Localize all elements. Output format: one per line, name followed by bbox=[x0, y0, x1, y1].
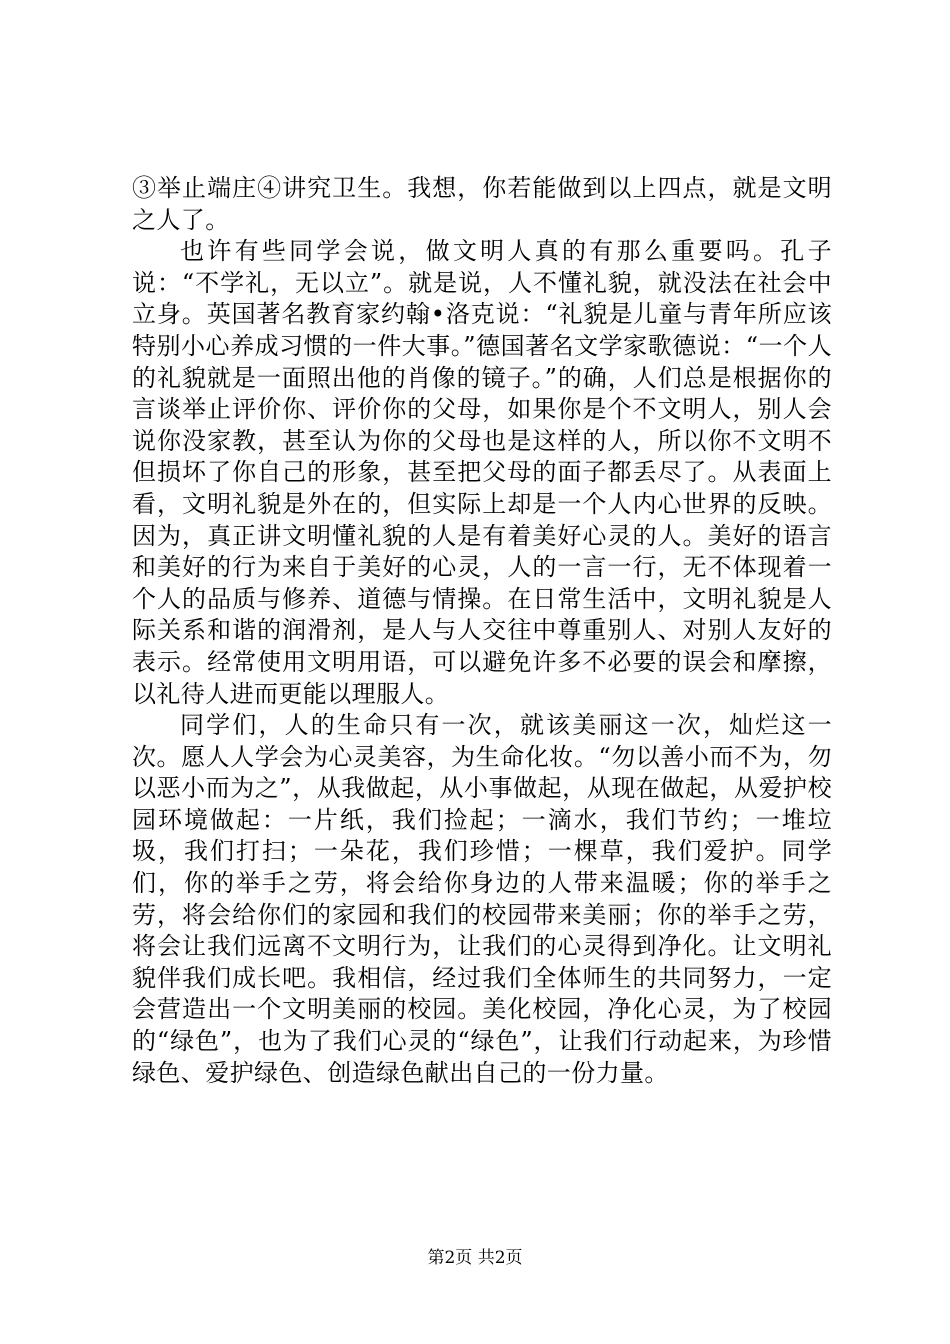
paragraph-continuation: ③举止端庄④讲究卫生。我想，你若能做到以上四点，就是文明之人了。 bbox=[132, 174, 832, 234]
page-number-footer: 第2页 共2页 bbox=[427, 1248, 523, 1268]
document-body bbox=[132, 173, 832, 1089]
paragraph-call-to-action: 同学们，人的生命只有一次，就该美丽这一次，灿烂这一次。愿人人学会为心灵美容，为生命化妆。“勿以善小而不为，勿以恶小而为之”，从我做起，从小事做起，从现在做起，从爱护校园环境做起：一片纸，我们捡起；一滴水，我们节约；一堆垃圾，我们打扫；一朵花，我们珍惜；一棵草，我们爱护。同学们，你的举手之劳，将会给你身边的人带来温暖；你的举手之劳，将会给你们的家园和我们的校园带来美丽；你的举手之劳，将会让我们远离不文明行为，让我们的心灵得到净化。让文明礼貌伴我们成长吧。我相信，经过我们全体师生的共同努力，一定会营造出一个文明美丽的校园。美化校园，净化心灵，为了校园的“绿色”，也为了我们心灵的“绿色”，让我们行动起来，为珍惜绿色、爱护绿色、创造绿色献出自己的一份力量。 bbox=[132, 711, 832, 1087]
paragraph-etiquette-importance: 也许有些同学会说，做文明人真的有那么重要吗。孔子说：“不学礼，无以立”。就是说，人不懂礼貌，就没法在社会中立身。英国著名教育家约翰•洛克说：“礼貌是儿童与青年所应该特别小心养成习惯的一件大事。”德国著名文学家歌德说：“一个人的礼貌就是一面照出他的肖像的镜子。”的确，人们总是根据你的言谈举止评价你、评价你的父母，如果你是个不文明人，别人会说你没家教，甚至认为你的父母也是这样的人，所以你不文明不但损坏了你自己的形象，甚至把父母的面子都丢尽了。从表面上看，文明礼貌是外在的，但实际上却是一个人内心世界的反映。因为，真正讲文明懂礼貌的人是有着美好心灵的人。美好的语言和美好的行为来自于美好的心灵，人的一言一行，无不体现着一个人的品质与修养、道德与情操。在日常生活中，文明礼貌是人际关系和谐的润滑剂，是人与人交往中尊重别人、对别人友好的表示。经常使用文明用语，可以避免许多不必要的误会和摩擦，以礼待人进而更能以理服人。 bbox=[132, 237, 832, 708]
